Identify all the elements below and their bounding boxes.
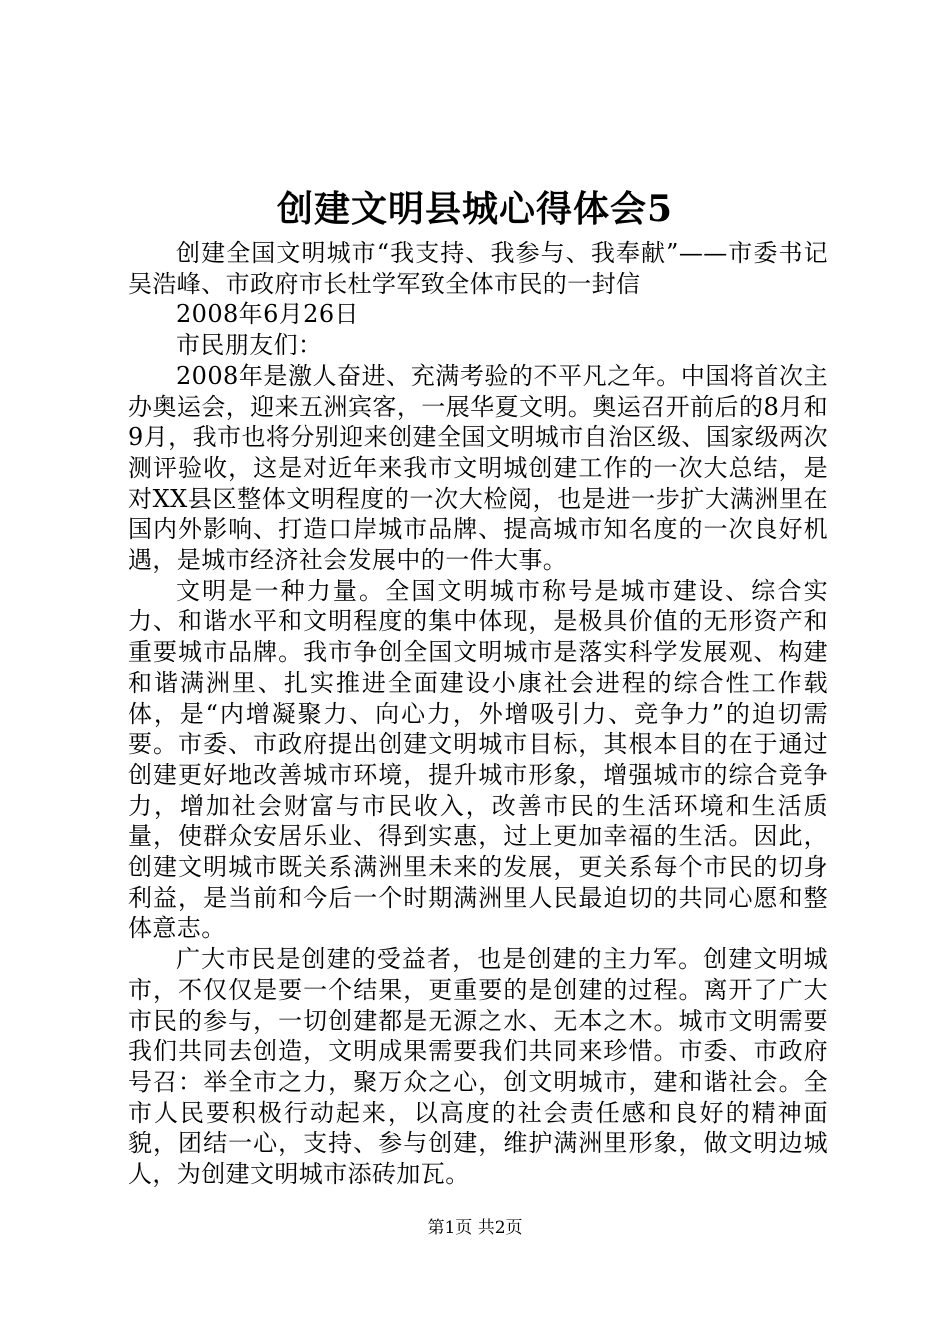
document-title: 创建文明县城心得体会5 bbox=[276, 188, 674, 230]
body-paragraph: 2008年是激人奋进、充满考验的不平凡之年。中国将首次主办奥运会，迎来五洲宾客，一展华夏文明。奥运召开前后的8月和9月，我市也将分别迎来创建全国文明城市自治区级、国家级两次测评验收，这是对近年来我市文明城创建工作的一次大总结，是对XX县区整体文明程度的一次大检阅，也是进一步扩大满洲里在国内外影响、打造口岸城市品牌、提高城市知名度的一次良好机遇，是城市经济社会发展中的一件大事。 bbox=[128, 361, 828, 575]
letter-heading-paragraph: 创建全国文明城市“我支持、我参与、我奉献”——市委书记吴浩峰、市政府市长杜学军致全体市民的一封信 bbox=[128, 239, 828, 298]
document-body bbox=[128, 238, 828, 1190]
page-footer: 第1页 共2页 bbox=[427, 1218, 523, 1238]
body-paragraph: 文明是一种力量。全国文明城市称号是城市建设、综合实力、和谐水平和文明程度的集中体现，是极具价值的无形资产和重要城市品牌。我市争创全国文明城市是落实科学发展观、构建和谐满洲里、扎实推进全面建设小康社会进程的综合性工作载体，是“内增凝聚力、向心力，外增吸引力、竞争力”的迫切需要。市委、市政府提出创建文明城市目标，其根本目的在于通过创建更好地改善城市环境，提升城市形象，增强城市的综合竞争力，增加社会财富与市民收入，改善市民的生活环境和生活质量，使群众安居乐业、得到实惠，过上更加幸福的生活。因此，创建文明城市既关系满洲里未来的发展，更关系每个市民的切身利益，是当前和今后一个时期满洲里人民最迫切的共同心愿和整体意志。 bbox=[128, 576, 828, 943]
letter-salutation: 市民朋友们： bbox=[176, 331, 323, 360]
letter-date: 2008年6月26日 bbox=[176, 300, 359, 329]
body-paragraph: 广大市民是创建的受益者，也是创建的主力军。创建文明城市，不仅仅是要一个结果，更重要的是创建的过程。离开了广大市民的参与，一切创建都是无源之水、无本之木。城市文明需要我们共同去创造，文明成果需要我们共同来珍惜。市委、市政府号召：举全市之力，聚万众之心，创文明城市，建和谐社会。全市人民要积极行动起来，以高度的社会责任感和良好的精神面貌，团结一心，支持、参与创建，维护满洲里形象，做文明边城人，为创建文明城市添砖加瓦。 bbox=[128, 945, 828, 1189]
